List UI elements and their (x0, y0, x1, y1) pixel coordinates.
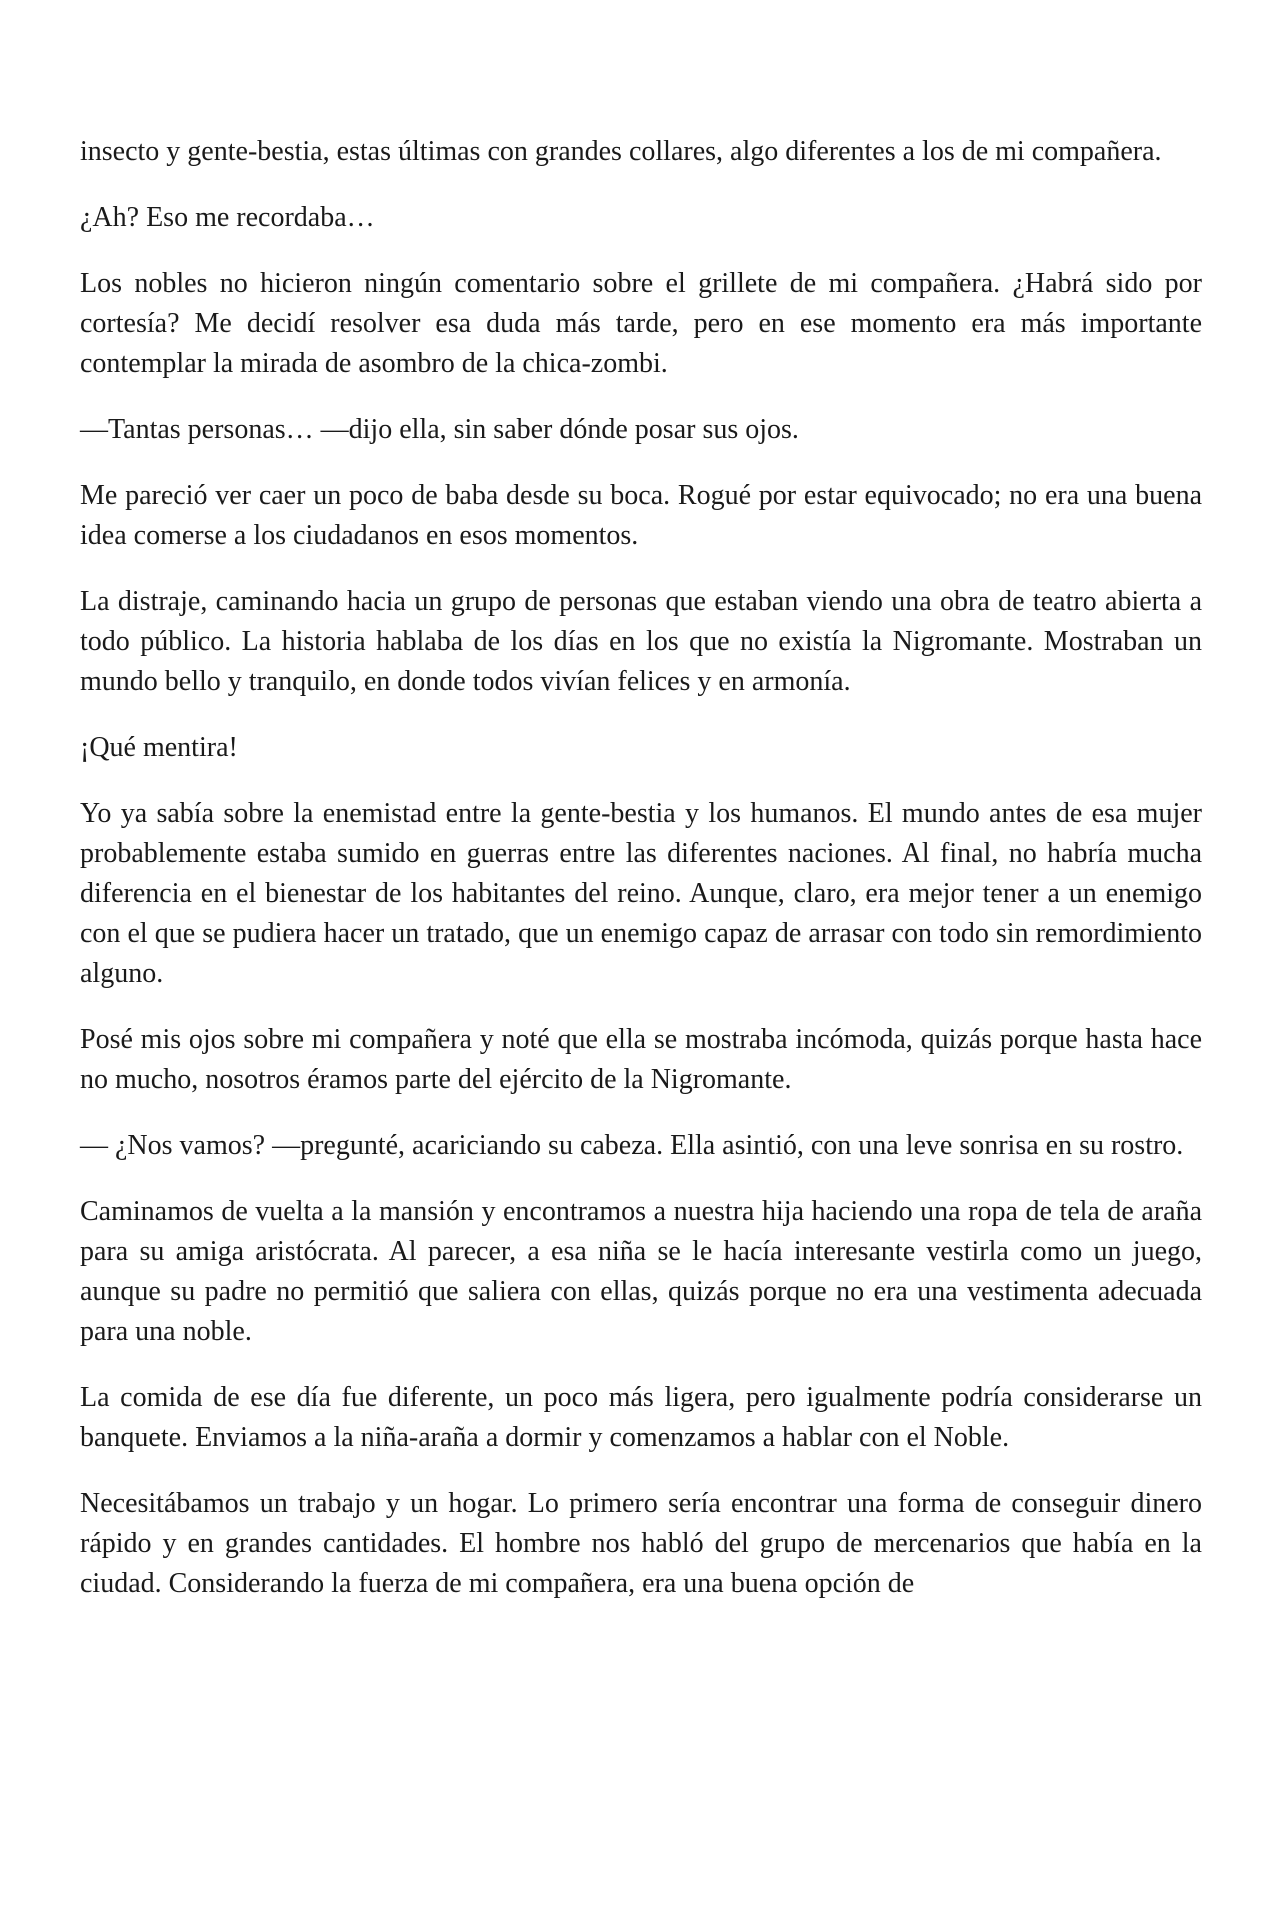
paragraph: La comida de ese día fue diferente, un poco más ligera, pero igualmente podría considerarse un banquete. Enviamos a la niña-araña a dormir y comenzamos a hablar con el Noble. (80, 1382, 1202, 1453)
paragraph: insecto y gente-bestia, estas últimas con grandes collares, algo diferentes a los de mi compañera. (80, 136, 1162, 167)
paragraph: Posé mis ojos sobre mi compañera y noté que ella se mostraba incómoda, quizás porque hasta hace no mucho, nosotros éramos parte del ejército de la Nigromante. (80, 1024, 1202, 1095)
paragraph: Necesitábamos un trabajo y un hogar. Lo primero sería encontrar una forma de conseguir dinero rápido y en grandes cantidades. El hombre nos habló del grupo de mercenarios que había en la ciudad. Considerando la fuerza de mi compañera, era una buena opción de (80, 1488, 1202, 1599)
paragraph: —Tantas personas… —dijo ella, sin saber dónde posar sus ojos. (80, 414, 799, 445)
text-body (80, 132, 1202, 1630)
paragraph: Yo ya sabía sobre la enemistad entre la gente-bestia y los humanos. El mundo antes de esa mujer probablemente estaba sumido en guerras entre las diferentes naciones. Al final, no habría mucha diferencia en el bienestar de los habitantes del reino. Aunque, claro, era mejor tener a un enemigo con el que se pudiera hacer un tratado, que un enemigo capaz de arrasar con todo sin remordimiento alguno. (80, 798, 1202, 989)
paragraph: ¿Ah? Eso me recordaba… (80, 202, 375, 233)
paragraph: Me pareció ver caer un poco de baba desde su boca. Rogué por estar equivocado; no era una buena idea comerse a los ciudadanos en esos momentos. (80, 480, 1202, 551)
paragraph: — ¿Nos vamos? —pregunté, acariciando su cabeza. Ella asintió, con una leve sonrisa en su rostro. (80, 1130, 1184, 1161)
paragraph: La distraje, caminando hacia un grupo de personas que estaban viendo una obra de teatro abierta a todo público. La historia hablaba de los días en los que no existía la Nigromante. Mostraban un mundo bello y tranquilo, en donde todos vivían felices y en armonía. (80, 586, 1202, 697)
paragraph: Los nobles no hicieron ningún comentario sobre el grillete de mi compañera. ¿Habrá sido por cortesía? Me decidí resolver esa duda más tarde, pero en ese momento era más importante contemplar la mirada de asombro de la chica-zombi. (80, 268, 1202, 379)
paragraph: Caminamos de vuelta a la mansión y encontramos a nuestra hija haciendo una ropa de tela de araña para su amiga aristócrata. Al parecer, a esa niña se le hacía interesante vestirla como un juego, aunque su padre no permitió que saliera con ellas, quizás porque no era una vestimenta adecuada para una noble. (80, 1196, 1202, 1347)
paragraph: ¡Qué mentira! (80, 732, 238, 763)
